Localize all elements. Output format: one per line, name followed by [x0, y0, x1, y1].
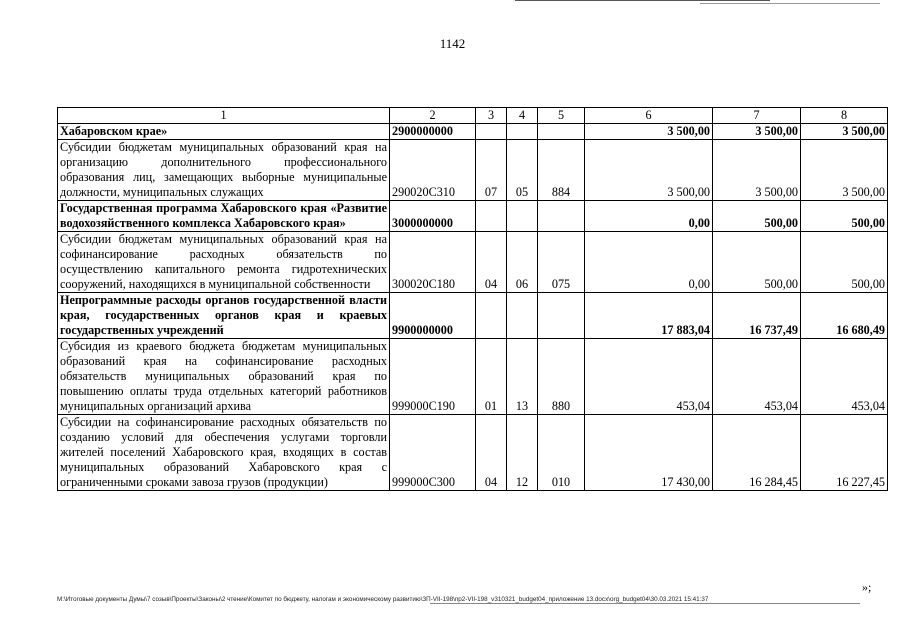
row-expense-type [538, 124, 585, 140]
row-expense-type: 884 [538, 140, 585, 201]
row-amount-8: 453,04 [801, 339, 888, 415]
header-cell: 2 [390, 108, 476, 124]
row-amount-7: 500,00 [713, 232, 801, 293]
row-code: 290020С310 [390, 140, 476, 201]
row-section: 01 [476, 339, 507, 415]
row-amount-6: 17 430,00 [585, 415, 713, 491]
top-rule [515, 0, 770, 1]
row-description: Непрограммные расходы органов государственной власти края, государственных органов края и краевых государственных учреждений [58, 293, 390, 339]
header-cell: 7 [713, 108, 801, 124]
row-code: 300020С180 [390, 232, 476, 293]
row-description: Субсидии бюджетам муниципальных образований края на организацию дополнительного профессионального образования лиц, замещающих выборные муниципальные должности, муниципальных служащих [58, 140, 390, 201]
table-row [58, 293, 888, 339]
row-code: 3000000000 [390, 201, 476, 232]
row-amount-6: 453,04 [585, 339, 713, 415]
header-row [58, 108, 888, 124]
table-row [58, 339, 888, 415]
row-subsection: 05 [507, 140, 538, 201]
row-amount-7: 500,00 [713, 201, 801, 232]
row-amount-8: 500,00 [801, 201, 888, 232]
row-code: 9900000000 [390, 293, 476, 339]
header-cell: 4 [507, 108, 538, 124]
row-subsection: 06 [507, 232, 538, 293]
header-cell: 3 [476, 108, 507, 124]
row-subsection [507, 124, 538, 140]
row-expense-type [538, 201, 585, 232]
row-description: Хабаровском крае» [58, 124, 390, 140]
row-description: Субсидия из краевого бюджета бюджетам муниципальных образований края на софинансирование расходных обязательств муниципальных образований края по повышению оплаты труда отдельных категорий работников муниципальных организаций архива [58, 339, 390, 415]
row-expense-type [538, 293, 585, 339]
row-section: 07 [476, 140, 507, 201]
table-body [58, 124, 888, 491]
table-row [58, 140, 888, 201]
table-row [58, 415, 888, 491]
budget-table [57, 107, 888, 491]
row-section [476, 293, 507, 339]
row-expense-type: 880 [538, 339, 585, 415]
top-rule-secondary [700, 3, 880, 4]
header-cell: 1 [58, 108, 390, 124]
row-expense-type: 075 [538, 232, 585, 293]
row-amount-6: 3 500,00 [585, 124, 713, 140]
row-description: Субсидии бюджетам муниципальных образований края на софинансирование расходных обязательств по осуществлению капитального ремонта гидротехнических сооружений, находящихся в муниципальной собственности [58, 232, 390, 293]
row-amount-6: 0,00 [585, 201, 713, 232]
header-cell: 5 [538, 108, 585, 124]
row-amount-7: 16 737,49 [713, 293, 801, 339]
row-expense-type: 010 [538, 415, 585, 491]
row-description: Государственная программа Хабаровского края «Развитие водохозяйственного комплекса Хабаровского края» [58, 201, 390, 232]
header-cell: 6 [585, 108, 713, 124]
table-header [58, 108, 888, 124]
row-section [476, 201, 507, 232]
row-subsection: 12 [507, 415, 538, 491]
row-code: 999000С300 [390, 415, 476, 491]
row-amount-8: 16 680,49 [801, 293, 888, 339]
footer-file-path: M:\Итоговые документы Думы\7 созыв\Проекты\Законы\2 чтение\Комитет по бюджету, налогам и экономическому развитию\ЗП-VII-198\пр2-VII-198_v310321_budget04_приложение 13.docx\org_budget04\30.03.2021 15:41:37 [57, 596, 709, 603]
row-description: Субсидии на софинансирование расходных обязательств по созданию условий для обеспечения услугами торговли жителей поселений Хабаровского края, входящих в состав муниципальных образований Хабаровского края с ограниченными сроками завоза грузов (продукции) [58, 415, 390, 491]
row-section: 04 [476, 232, 507, 293]
row-amount-8: 3 500,00 [801, 140, 888, 201]
row-amount-8: 16 227,45 [801, 415, 888, 491]
row-code: 2900000000 [390, 124, 476, 140]
row-section [476, 124, 507, 140]
table-row [58, 201, 888, 232]
row-code: 999000С190 [390, 339, 476, 415]
page-number: 1142 [439, 36, 466, 51]
row-amount-7: 3 500,00 [713, 124, 801, 140]
row-amount-7: 16 284,45 [713, 415, 801, 491]
row-amount-7: 3 500,00 [713, 140, 801, 201]
row-amount-8: 500,00 [801, 232, 888, 293]
header-cell: 8 [801, 108, 888, 124]
table-row [58, 232, 888, 293]
table-row [58, 124, 888, 140]
row-subsection: 13 [507, 339, 538, 415]
row-amount-7: 453,04 [713, 339, 801, 415]
row-amount-6: 3 500,00 [585, 140, 713, 201]
row-amount-6: 0,00 [585, 232, 713, 293]
bottom-rule [430, 603, 860, 604]
closing-quote-mark: »; [862, 580, 872, 594]
row-amount-8: 3 500,00 [801, 124, 888, 140]
row-subsection [507, 293, 538, 339]
row-amount-6: 17 883,04 [585, 293, 713, 339]
row-subsection [507, 201, 538, 232]
row-section: 04 [476, 415, 507, 491]
